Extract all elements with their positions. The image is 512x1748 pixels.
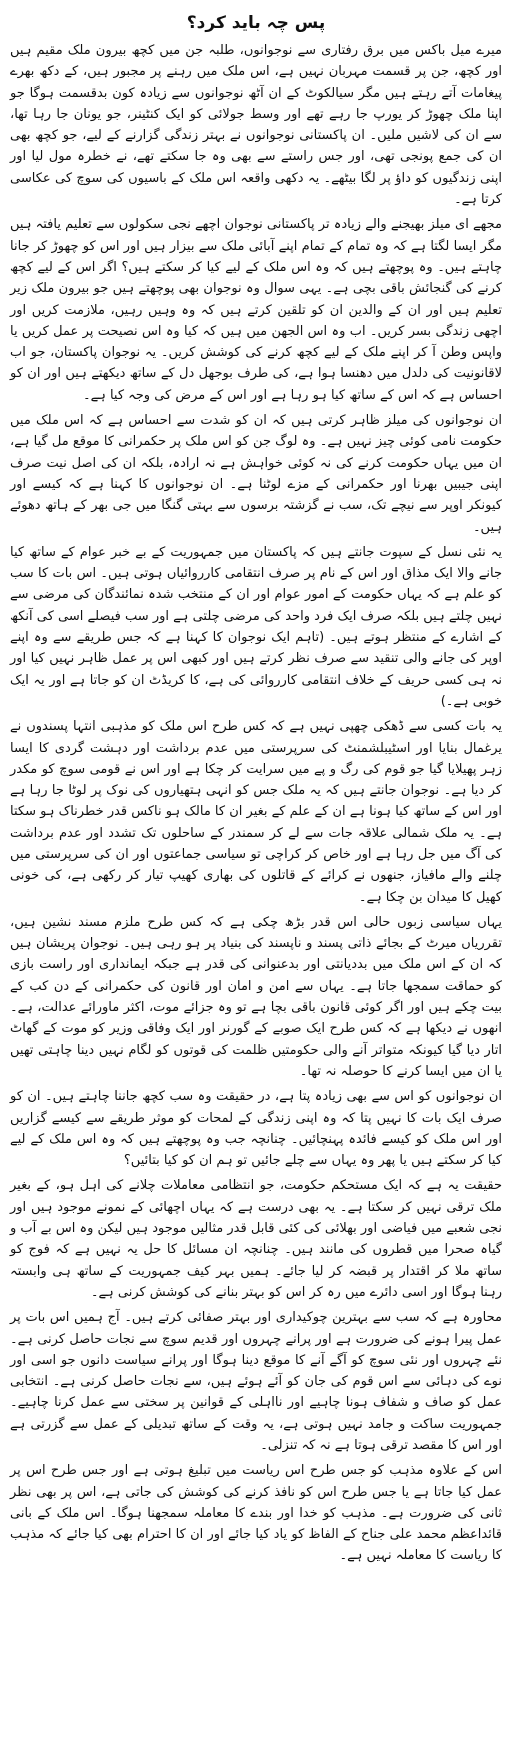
paragraph-6: یہاں سیاسی زبوں حالی اس قدر بڑھ چکی ہے کہ کس طرح ملزم مسند نشین ہیں، تقرریاں میرٹ کے بجائے ذاتی پسند و ناپسند کی بنیاد پر ہو رہی ہیں۔ نوجوان پریشان ہیں کہ ان کے اس ملک میں بددیانتی اور بدعنوانی کی قدر ہے جبکہ ایمانداری اور راست بازی کو حماقت سمجھا جاتا ہے۔ یہاں سے امن و امان اور قانون کی حکمرانی کے دن کب کے بیت چکے ہیں اور اگر کوئی قانون باقی بچا ہے تو وہ جزائے موت، اکثر ماورائے عدالت، ہے۔ انھوں نے دیکھا ہے کہ کس طرح ایک صوبے کے گورنر اور ایک وفاقی وزیر کو موت کے گھاٹ اتار دیا گیا کیونکہ متواتر آنے والی حکومتیں ظلمت کی قوتوں کو لگام نہیں دینا چاہتی تھیں یا ان میں ایسا کرنے کا حوصلہ نہ تھا۔ [10, 914, 502, 1079]
paragraph-10: اس کے علاوہ مذہب کو جس طرح اس ریاست میں تبلیغ ہوتی ہے اور جس طرح اس پر عمل کیا جاتا ہے یا جس طرح اس کو نافذ کرنے کی کوشش کی جاتی ہے، اس پر بھی نظر ثانی کی ضرورت ہے۔ مذہب کو خدا اور بندے کا معاملہ سمجھنا ہوگا۔ اس ملک کے بانی قائداعظم محمد علی جناح کے الفاظ کو یاد کیا جائے اور ان کا احترام بھی کیا جائے کہ مذہب کا ریاست کا معاملہ نہیں ہے۔ [10, 1463, 502, 1564]
article-body [10, 40, 502, 1567]
paragraph-7: ان نوجوانوں کو اس سے بھی زیادہ پتا ہے، در حقیقت وہ سب کچھ جاننا چاہتے ہیں۔ ان کو صرف ایک بات کا نہیں پتا کہ وہ اپنی زندگی کے لمحات کو موثر طریقے سے کیسے گزاریں اور اس ملک کو کیسے فائدہ پہنچائیں۔ چنانچہ جب وہ پوچھتے ہیں کہ وہ اس ملک کے لیے کیا کر سکتے ہیں یا پھر وہ یہاں سے چلے جائیں تو ہم ان کو کیا بتائیں؟ [10, 1089, 502, 1169]
paragraph-5: یہ بات کسی سے ڈھکی چھپی نہیں ہے کہ کس طرح اس ملک کو مذہبی انتہا پسندوں نے یرغمال بنایا اور اسٹیبلشمنٹ کی سرپرستی میں عدم برداشت اور دہشت گردی کا ایسا زہر پھیلایا گیا جو قوم کی رگ و پے میں سرایت کر چکا ہے اور اس نے قومی سوچ کو مکدر کر دیا ہے۔ نوجوان جانتے ہیں کہ یہ ملک جس کو انہی ہتھیاروں کی نوک پر لوٹا جا رہا ہے اور اس کے ساتھ کیا ہونا ہے ان کے علم کے بغیر ان کا مالک ہو ناکس قدر خطرناک ہو سکتا ہے۔ یہ ملک شمالی علاقہ جات سے لے کر سمندر کے ساحلوں تک تشدد اور عدم برداشت کی آگ میں جل رہا ہے اور خاص کر کراچی تو سیاسی جماعتوں اور ان کی سرپرستی میں چلنے والے مافیاز، جنھوں نے کرائے کے قاتلوں کی بھاری کھیپ تیار کر رکھی ہے، کی خونی کھیل کا میدان بن چکا ہے۔ [10, 719, 502, 905]
paragraph-4: یہ نئی نسل کے سپوت جانتے ہیں کہ پاکستان میں جمہوریت کے بے خبر عوام کے ساتھ کیا جانے والا ایک مذاق اور اس کے نام پر صرف انتقامی کارروائیاں ہوتی ہیں۔ اس بات کا سب کو علم ہے کہ یہاں حکومت کے امور عوام اور ان کے منتخب شدہ نمائندگان کی مرضی سے نہیں چلتے ہیں بلکہ صرف ایک فرد واحد کی مرضی چلتی ہے اور سب فیصلے اسی کی آنکھ کے اشارے کے منتظر ہوتے ہیں۔ (تاہم ایک نوجوان کا کہنا ہے کہ جس طریقے سے وہ اپنے اوپر کی جانے والی تنقید سے صرف نظر کرتے ہیں اور کبھی اس پر عمل ظاہر نہیں کیا اور نہ ہی کسی حریف کے خلاف انتقامی کارروائی کی ہے، کا کریڈٹ ان کو جاتا ہے اور یہ ایک خوبی ہے۔) [10, 544, 502, 709]
paragraph-3: ان نوجوانوں کی میلز ظاہر کرتی ہیں کہ ان کو شدت سے احساس ہے کہ اس ملک میں حکومت نامی کوئی چیز نہیں ہے۔ وہ لوگ جن کو اس ملک پر حکمرانی کا موقع مل گیا ہے، ان میں یہاں حکومت کرنے کی نہ کوئی خواہش ہے نہ ارادہ، بلکہ ان کی اصل نیت صرف اپنی جیبیں بھرنا اور حکمرانی کے مزے لوٹنا ہے۔ ان نوجوانوں کا کہنا ہے کہ کیسے اور کیونکر اوپر سے نیچے تک، سب نے گزشتہ برسوں سے بہتی گنگا میں جی بھر کے ہاتھ دھوئے ہیں۔ [10, 413, 502, 535]
paragraph-1: میرے میل باکس میں برق رفتاری سے نوجوانوں، طلبہ جن میں کچھ بیرون ملک مقیم ہیں اور کچھ، جن پر قسمت مہربان نہیں ہے، اس ملک میں رہنے پر مجبور ہیں، کے دکھ بھرے پیغامات آتے رہتے ہیں مگر سیالکوٹ کے ان آٹھ نوجوانوں سے زیادہ کون بدقسمت ہوگا جو اپنا ملک چھوڑ کر یورپ جا رہے تھے اور وسط جولائی کو ایک کنٹینر، جو یونان جا رہا تھا، سے ان کی لاشیں ملیں۔ ان پاکستانی نوجوانوں نے بہتر زندگی گزارنے کے لیے، جو کچھ بھی ان کی جمع پونجی تھی، اور جس راستے سے بھی وہ جا سکتے تھے، نے خطرہ مول لیا اور اپنی زندگیوں کو داؤ پر لگا بیٹھے۔ یہ دکھی واقعہ اس ملک کے باسیوں کی سوچ کی عکاسی کرتا ہے۔ [10, 43, 502, 208]
paragraph-2: مجھے ای میلز بھیجنے والے زیادہ تر پاکستانی نوجوان اچھے نجی سکولوں سے تعلیم یافتہ ہیں مگر ایسا لگتا ہے کہ وہ تمام کے تمام اپنے آبائی ملک سے بیزار ہیں اور اس کو چھوڑ کر جانا چاہتے ہیں۔ وہ پوچھتے ہیں کہ وہ اس ملک کے لیے کیا کر سکتے ہیں؟ اگر اس کے لیے کچھ کرنے کی گنجائش باقی بچی ہے۔ یہی سوال وہ نوجوان بھی پوچھتے ہیں جو بیرون ملک زیر تعلیم ہیں اور ان کے والدین ان کو تلقین کرتے ہیں کہ وہ وہیں رہیں، ملازمت کریں اور اچھی زندگی بسر کریں۔ اب وہ اس الجھن میں ہیں کہ کیا وہ اس نصیحت پر عمل کریں یا واپس وطن آ کر اپنے ملک کے لیے کچھ کرنے کی کوشش کریں۔ یہ نوجوان پاکستان، جو اب لاقانونیت کی دلدل میں دھنسا ہوا ہے، کی طرف بوجھل دل کے ساتھ دیکھتے ہیں اور ان کو احساس ہے کہ اس کے ساتھ کیا ہو رہا ہے اور اس کے مرض کی وجہ کیا ہے۔ [10, 217, 502, 403]
article-title: پس چہ باید کرد؟ [186, 13, 326, 33]
paragraph-8: حقیقت یہ ہے کہ ایک مستحکم حکومت، جو انتظامی معاملات چلانے کی اہل ہو، کے بغیر ملک ترقی نہیں کر سکتا ہے۔ یہ بھی درست ہے کہ یہاں اچھائی کے نمونے موجود ہیں اور نجی شعبے میں فیاضی اور بھلائی کی کئی قابل قدر مثالیں موجود ہیں لیکن وہ اس بے آب و گیاہ صحرا میں قطروں کی مانند ہیں۔ چنانچہ ان مسائل کا حل یہ نہیں ہے کہ فوج کو ساتھ ملا کر اقتدار پر قبضہ کر لیا جائے۔ ہمیں بہر کیف جمہوریت کے ساتھ ہی وابستہ رہنا ہوگا اور اسی دائرے میں رہ کر اس کو بہتر بنانے کی کوشش کرنی ہے۔ [10, 1178, 502, 1300]
paragraph-9: محاورہ ہے کہ سب سے بہترین چوکیداری اور بہتر صفائی کرتے ہیں۔ آج ہمیں اس بات پر عمل پیرا ہونے کی ضرورت ہے اور پرانے چہروں اور قدیم سوچ سے نجات حاصل کرنی ہے۔ نئے چہروں اور نئی سوچ کو آگے آنے کا موقع دینا ہوگا اور پرانے سیاست دانوں جو اسی اور نوے کی دہائی سے اس قوم کی جان کو آئے ہوئے ہیں، سے نجات حاصل کرنی ہے۔ انتخابی عمل کو صاف و شفاف ہونا چاہیے اور نااہلی کے قوانین پر سختی سے عمل کرنا چاہیے۔ جمہوریت ساکت و جامد نہیں ہوتی ہے، یہ وقت کے ساتھ تبدیلی کے عمل سے گزرتی ہے اور اس کا مقصد ترقی ہوتا ہے نہ کہ تنزلی۔ [10, 1310, 502, 1453]
